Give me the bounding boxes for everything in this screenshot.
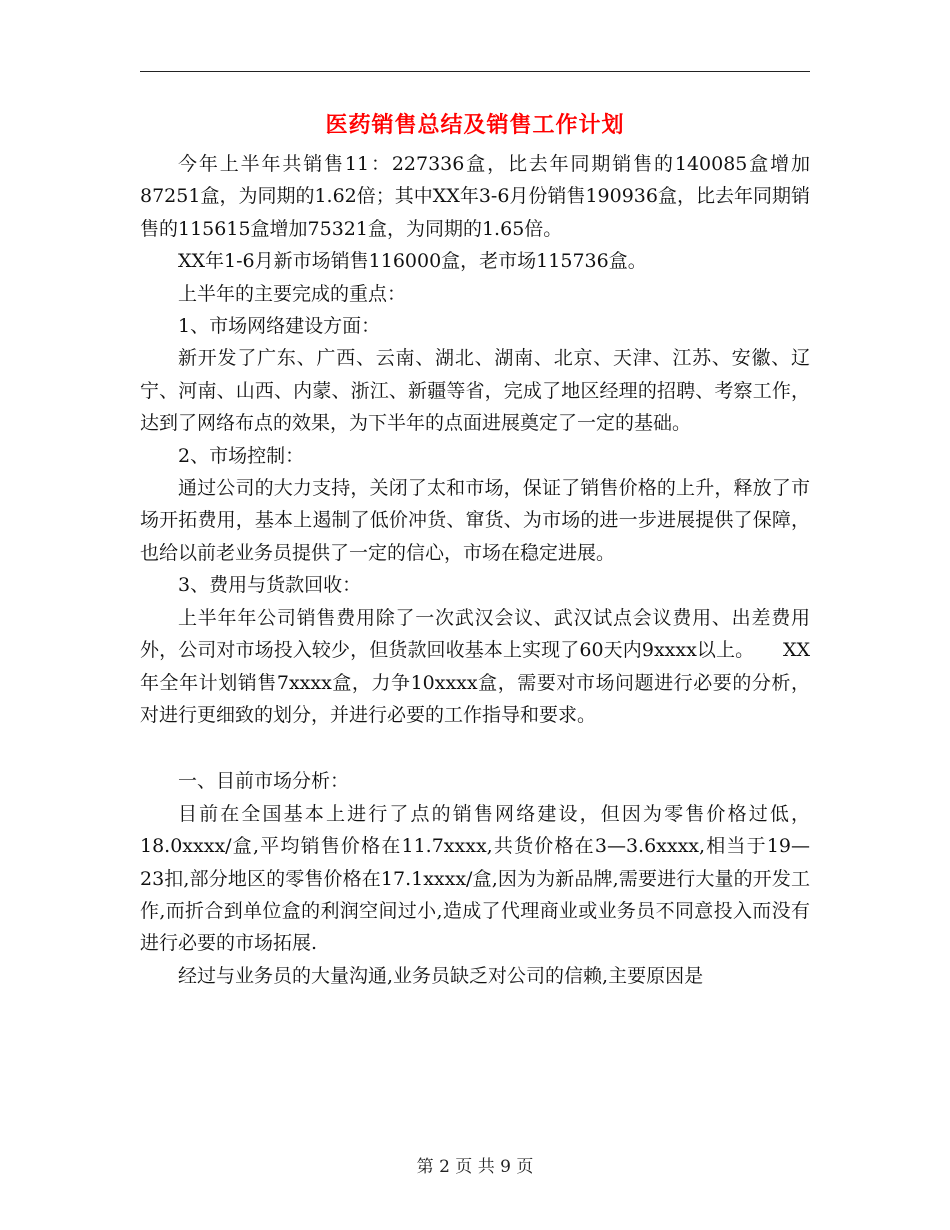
paragraph-control: 通过公司的大力支持，关闭了太和市场，保证了销售价格的上升，释放了市场开拓费用，基本上遏制了低价冲货、窜货、为市场的进一步进展提供了保障，也给以前老业务员提供了一定的信心，市场在稳定进展。 [140,477,810,564]
paragraph-key-points-heading: 上半年的主要完成的重点： [178,282,407,305]
document-body [140,148,810,992]
paragraph-communication: 经过与业务员的大量沟通,业务员缺乏对公司的信赖,主要原因是 [178,964,704,987]
section-heading-market-analysis: 一、目前市场分析： [178,770,350,793]
paragraph-market-split: XX年1-6月新市场销售116000盒，老市场115736盒。 [178,250,647,273]
paragraph-sales-summary: 今年上半年共销售11：227336盒，比去年同期销售的140085盒增加87251盒，为同期的1.62倍；其中XX年3-6月份销售190936盒，比去年同期销售的115615盒增加75321盒，为同期的1.65倍。 [140,153,810,240]
document-title: 医药销售总结及销售工作计划 [325,113,625,138]
header-rule [140,71,810,72]
paragraph-costs: 上半年年公司销售费用除了一次武汉会议、武汉试点会议费用、出差费用外，公司对市场投入较少，但货款回收基本上实现了60天内9xxxx以上。 XX年全年计划销售7xxxx盒，力争10xxxx盒，需要对市场问题进行必要的分析，对进行更细致的划分，并进行必要的工作指导和要求。 [140,606,810,726]
section-heading-control: 2、市场控制： [178,444,305,467]
section-heading-costs: 3、费用与货款回收： [178,574,362,597]
page-number: 第 2 页 共 9 页 [416,1157,534,1177]
section-heading-network: 1、市场网络建设方面： [178,315,381,338]
paragraph-market-analysis: 目前在全国基本上进行了点的销售网络建设，但因为零售价格过低，18.0xxxx/盒,平均销售价格在11.7xxxx,共货价格在3—3.6xxxx,相当于19—23扣,部分地区的零售价格在17.1xxxx/盒,因为为新品牌,需要进行大量的开发工作,而折合到单位盒的利润空间过小,造成了代理商业或业务员不同意投入而没有进行必要的市场拓展. [140,802,810,955]
paragraph-network: 新开发了广东、广西、云南、湖北、湖南、北京、天津、江苏、安徽、辽宁、河南、山西、内蒙、浙江、新疆等省，完成了地区经理的招聘、考察工作，达到了网络布点的效果，为下半年的点面进展奠定了一定的基础。 [140,347,810,435]
paragraph-spacer [140,731,810,765]
